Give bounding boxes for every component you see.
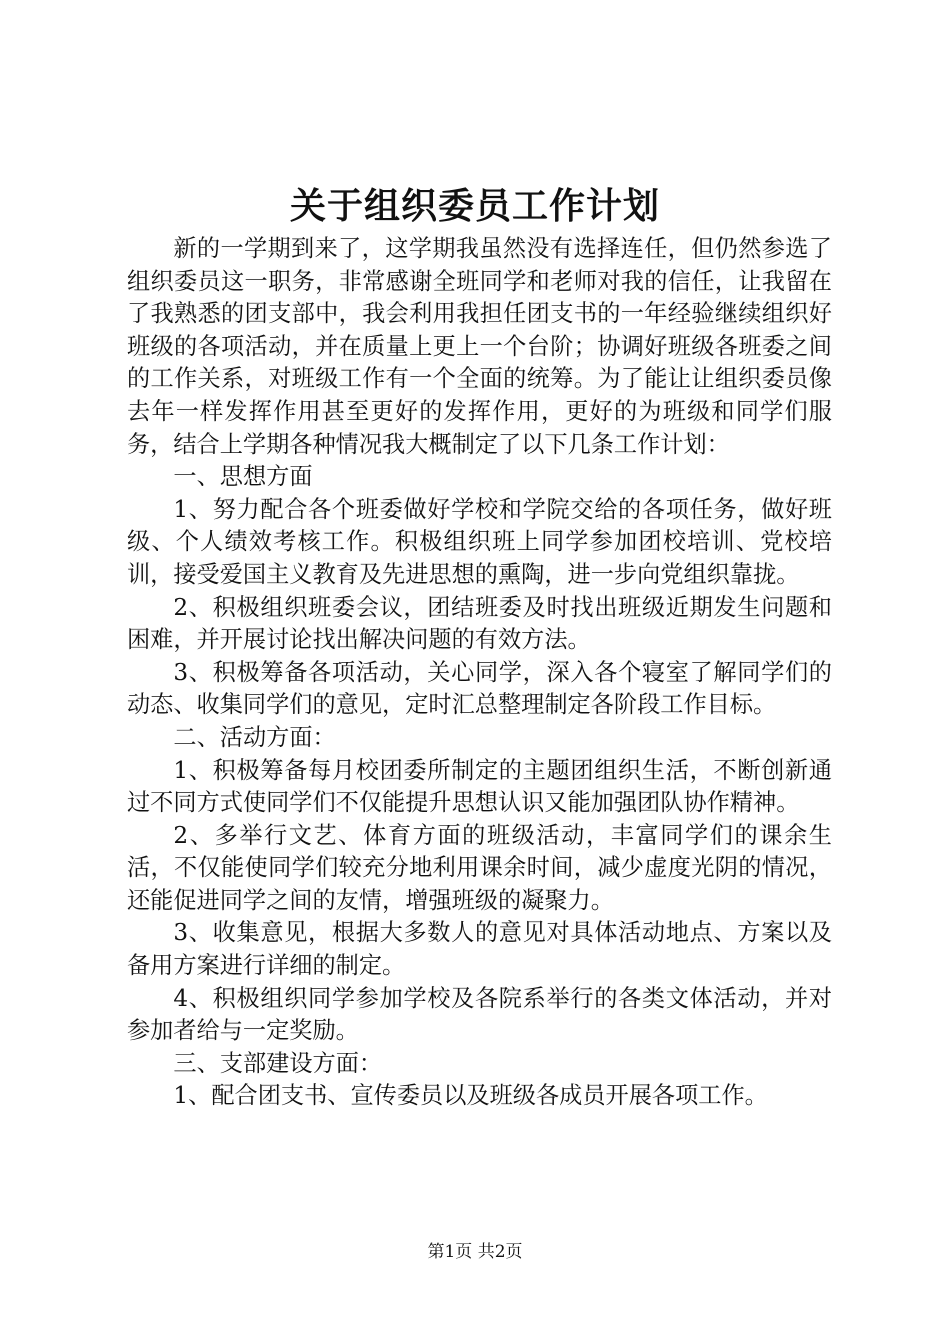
list-item: 3、积极筹备各项活动，关心同学，深入各个寝室了解同学们的动态、收集同学们的意见，定时汇总整理制定各阶段工作目标。 [127,658,832,719]
list-item: 1、配合团支书、宣传委员以及班级各成员开展各项工作。 [173,1082,768,1110]
list-item: 4、积极组织同学参加学校及各院系举行的各类文体活动，并对参加者给与一定奖励。 [127,984,832,1045]
list-item: 1、努力配合各个班委做好学校和学院交给的各项任务，做好班级、个人绩效考核工作。积极组织班上同学参加团校培训、党校培训，接受爱国主义教育及先进思想的熏陶，进一步向党组织靠拢。 [127,495,832,588]
page-title: 关于组织委员工作计划 [289,185,660,227]
list-item: 1、积极筹备每月校团委所制定的主题团组织生活，不断创新通过不同方式使同学们不仅能提升思想认识又能加强团队协作精神。 [127,756,832,817]
list-item: 2、积极组织班委会议，团结班委及时找出班级近期发生问题和困难，并开展讨论找出解决问题的有效方法。 [127,593,832,654]
document-body [127,233,832,1113]
section-heading: 二、活动方面： [173,723,336,751]
page-footer: 第1页 共2页 [427,1242,523,1262]
section-heading: 一、思想方面 [173,463,313,491]
list-item: 2、多举行文艺、体育方面的班级活动，丰富同学们的课余生活，不仅能使同学们较充分地利用课余时间，减少虚度光阴的情况，还能促进同学之间的友情，增强班级的凝聚力。 [127,821,832,914]
section-heading: 三、支部建设方面： [173,1049,383,1077]
list-item: 3、收集意见，根据大多数人的意见对具体活动地点、方案以及备用方案进行详细的制定。 [127,919,832,980]
intro-paragraph: 新的一学期到来了，这学期我虽然没有选择连任，但仍然参选了组织委员这一职务，非常感谢全班同学和老师对我的信任，让我留在了我熟悉的团支部中，我会利用我担任团支书的一年经验继续组织好班级的各项活动，并在质量上更上一个台阶；协调好班级各班委之间的工作关系，对班级工作有一个全面的统筹。为了能让让组织委员像去年一样发挥作用甚至更好的发挥作用，更好的为班级和同学们服务，结合上学期各种情况我大概制定了以下几条工作计划： [127,235,832,458]
